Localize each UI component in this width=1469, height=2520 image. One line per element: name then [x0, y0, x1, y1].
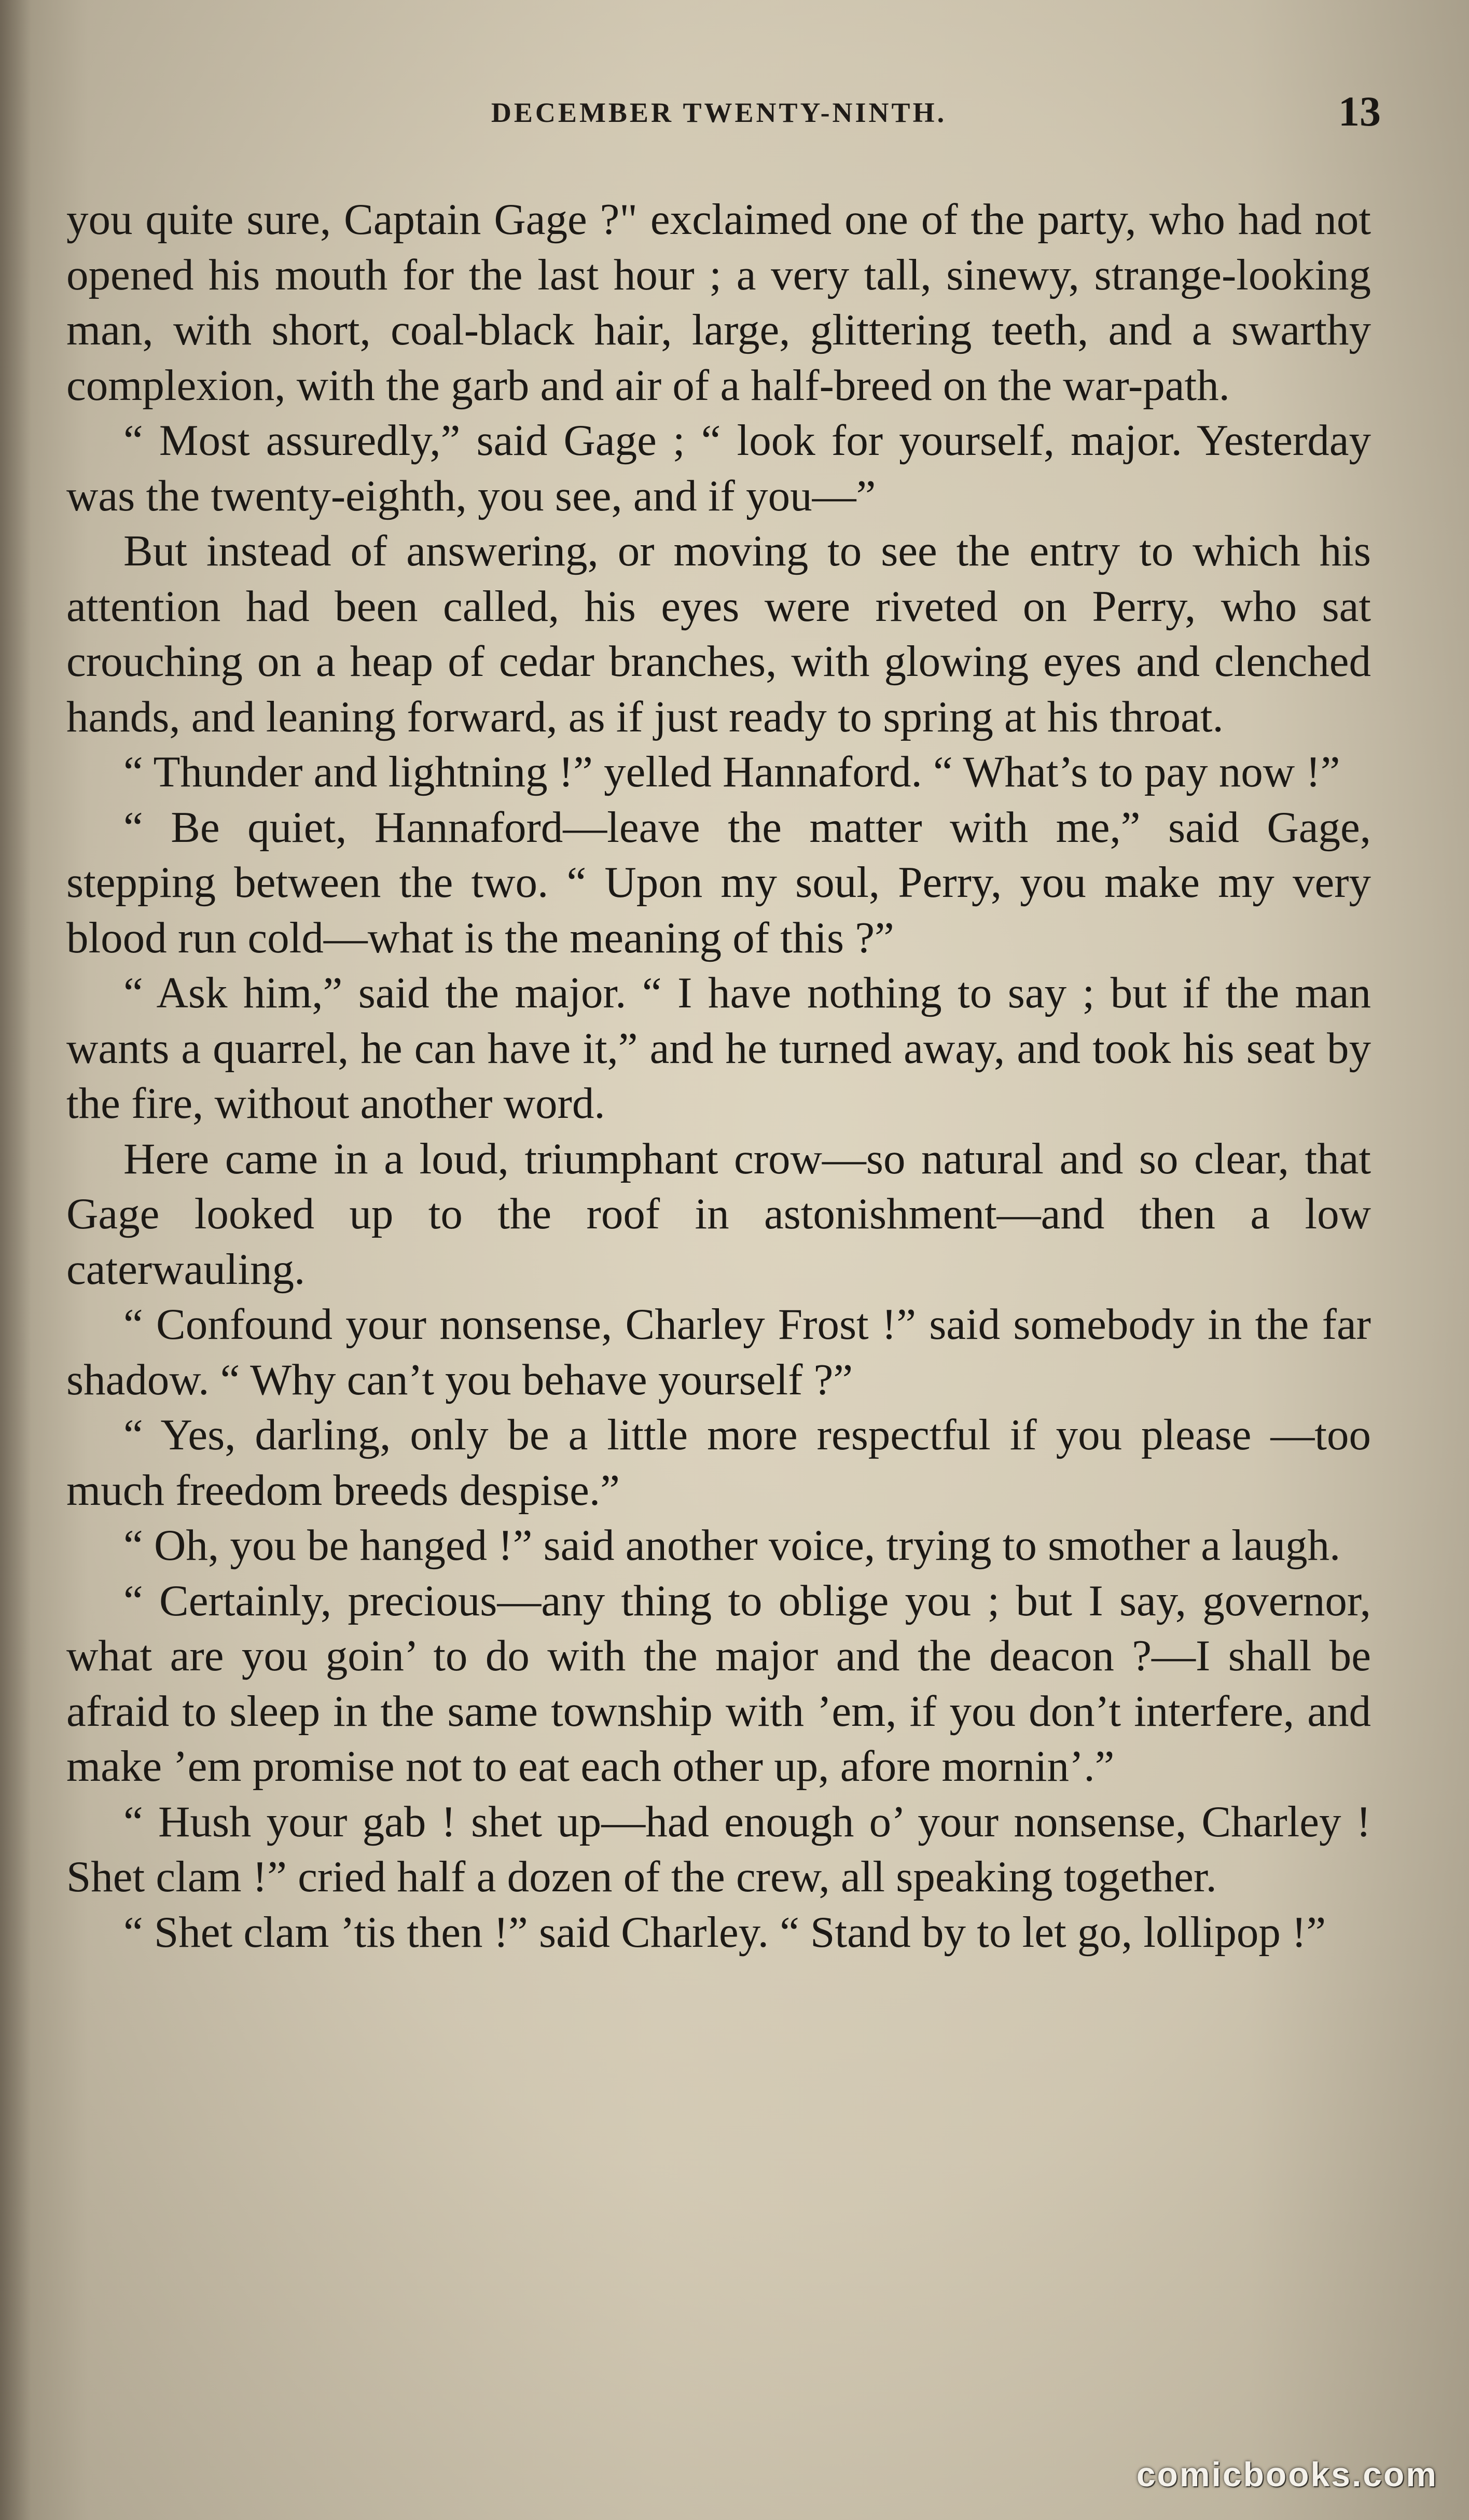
paragraph-13: “ Shet clam ’tis then !” said Charley. “ Stand by to let go, lollipop !”	[123, 1907, 1326, 1957]
body-text	[66, 192, 1371, 1960]
running-head: DECEMBER TWENTY-NINTH.	[491, 97, 947, 128]
paragraph-9: “ Yes, darling, only be a little more respectful if you please —too much freedom breeds despise.”	[66, 1410, 1371, 1515]
paragraph-1: you quite sure, Captain Gage ?" exclaimed one of the party, who had not opened his mouth for the last hour ; a very tall, sinewy, strange-looking man, with short, coal-black hair, large, glittering teeth, and a swarthy complexion, with the garb and air of a half-breed on the war-path.	[66, 195, 1371, 410]
paragraph-11: “ Certainly, precious—any thing to oblige you ; but I say, governor, what are you goin’ to do with the major and the deacon ?—I shall be afraid to sleep in the same township with ’em, if you don’t interfere, and make ’em promise not to eat each other up, afore mornin’.”	[66, 1576, 1371, 1791]
page-gutter-shadow	[0, 0, 31, 2520]
paragraph-10: “ Oh, you be hanged !” said another voice, trying to smother a laugh.	[123, 1521, 1341, 1570]
paragraph-6: “ Ask him,” said the major. “ I have nothing to say ; but if the man wants a quarrel, he can have it,” and he turned away, and took his seat by the fire, without another word.	[66, 968, 1371, 1128]
paragraph-8: “ Confound your nonsense, Charley Frost !” said somebody in the far shadow. “ Why can’t you behave yourself ?”	[66, 1300, 1371, 1404]
paragraph-2: “ Most assuredly,” said Gage ; “ look for yourself, major. Yesterday was the twenty-eighth, you see, and if you—”	[66, 416, 1371, 520]
paragraph-4: “ Thunder and lightning !” yelled Hannaford. “ What’s to pay now !”	[123, 747, 1340, 796]
paragraph-12: “ Hush your gab ! shet up—had enough o’ your nonsense, Charley ! Shet clam !” cried half a dozen of the crew, all speaking together.	[66, 1797, 1371, 1901]
paragraph-5: “ Be quiet, Hannaford—leave the matter with me,” said Gage, stepping between the two. “ Upon my soul, Perry, you make my very blood run cold—what is the meaning of this ?”	[66, 802, 1371, 962]
paragraph-7: Here came in a loud, triumphant crow—so natural and so clear, that Gage looked up to the roof in astonishment—and then a low caterwauling.	[66, 1134, 1371, 1294]
page-header	[67, 87, 1381, 144]
site-watermark: comicbooks.com	[1136, 2455, 1438, 2494]
page-number: 13	[1338, 88, 1381, 135]
paragraph-3: But instead of answering, or moving to see the entry to which his attention had been called, his eyes were riveted on Perry, who sat crouching on a heap of cedar branches, with glowing eyes and clenched hands, and leaning forward, as if just ready to spring at his throat.	[66, 527, 1371, 741]
